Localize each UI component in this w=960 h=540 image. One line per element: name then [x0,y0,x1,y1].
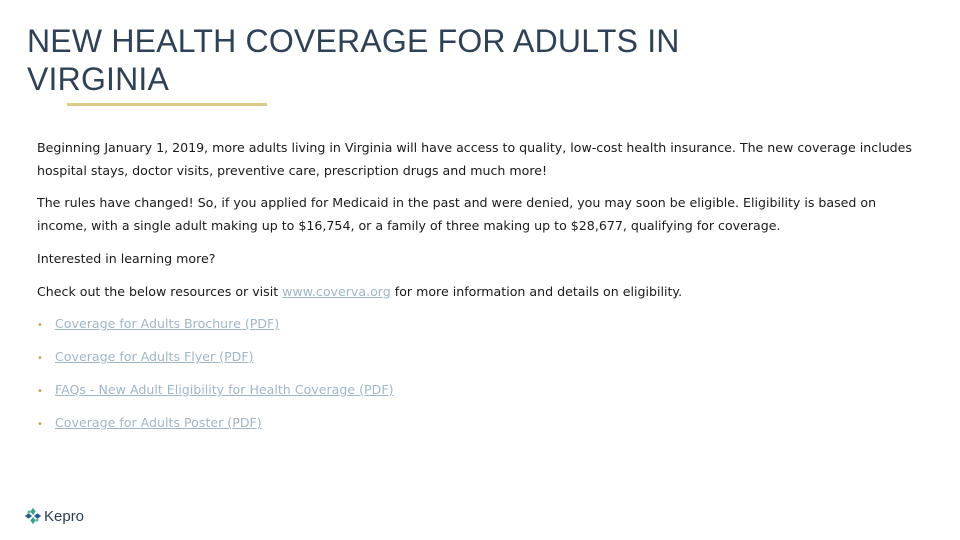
flyer-link[interactable]: Coverage for Adults Flyer (PDF) [55,349,254,364]
checkout-text-before: Check out the below resources or visit [37,284,283,299]
kepro-logo [24,507,84,525]
page-title: NEW HEALTH COVERAGE FOR ADULTS IN VIRGINIA [27,23,680,97]
coverva-link[interactable]: www.coverva.org [282,284,391,299]
faqs-link[interactable]: FAQs - New Adult Eligibility for Health Coverage (PDF) [55,382,394,397]
intro-paragraph: Beginning January 1, 2019, more adults living in Virginia will have access to quality, low-cost health insurance. The new coverage includes hospital stays, doctor visits, preventive care, prescription drugs and much more! [37,140,912,178]
checkout-text-after: for more information and details on eligibility. [390,284,683,299]
list-item [37,378,394,403]
bullet-icon: • [37,419,43,430]
bullet-icon: • [37,353,43,364]
bullet-icon: • [37,386,43,397]
poster-link[interactable]: Coverage for Adults Poster (PDF) [55,415,262,430]
interested-paragraph: Interested in learning more? [37,251,216,266]
logo-text: Kepro [44,507,85,525]
kepro-logo-icon [24,507,42,525]
checkout-paragraph [37,280,917,303]
list-item [37,312,279,337]
brochure-link[interactable]: Coverage for Adults Brochure (PDF) [55,316,280,331]
rules-paragraph: The rules have changed! So, if you applied for Medicaid in the past and were denied, you may soon be eligible. Eligibility is based on income, with a single adult making up to $16,754, or a family of three making up to $28,677, qualifying for coverage. [37,195,877,233]
bullet-icon: • [37,320,43,331]
list-item [37,345,254,370]
title-underline [67,103,267,106]
list-item [37,411,262,436]
